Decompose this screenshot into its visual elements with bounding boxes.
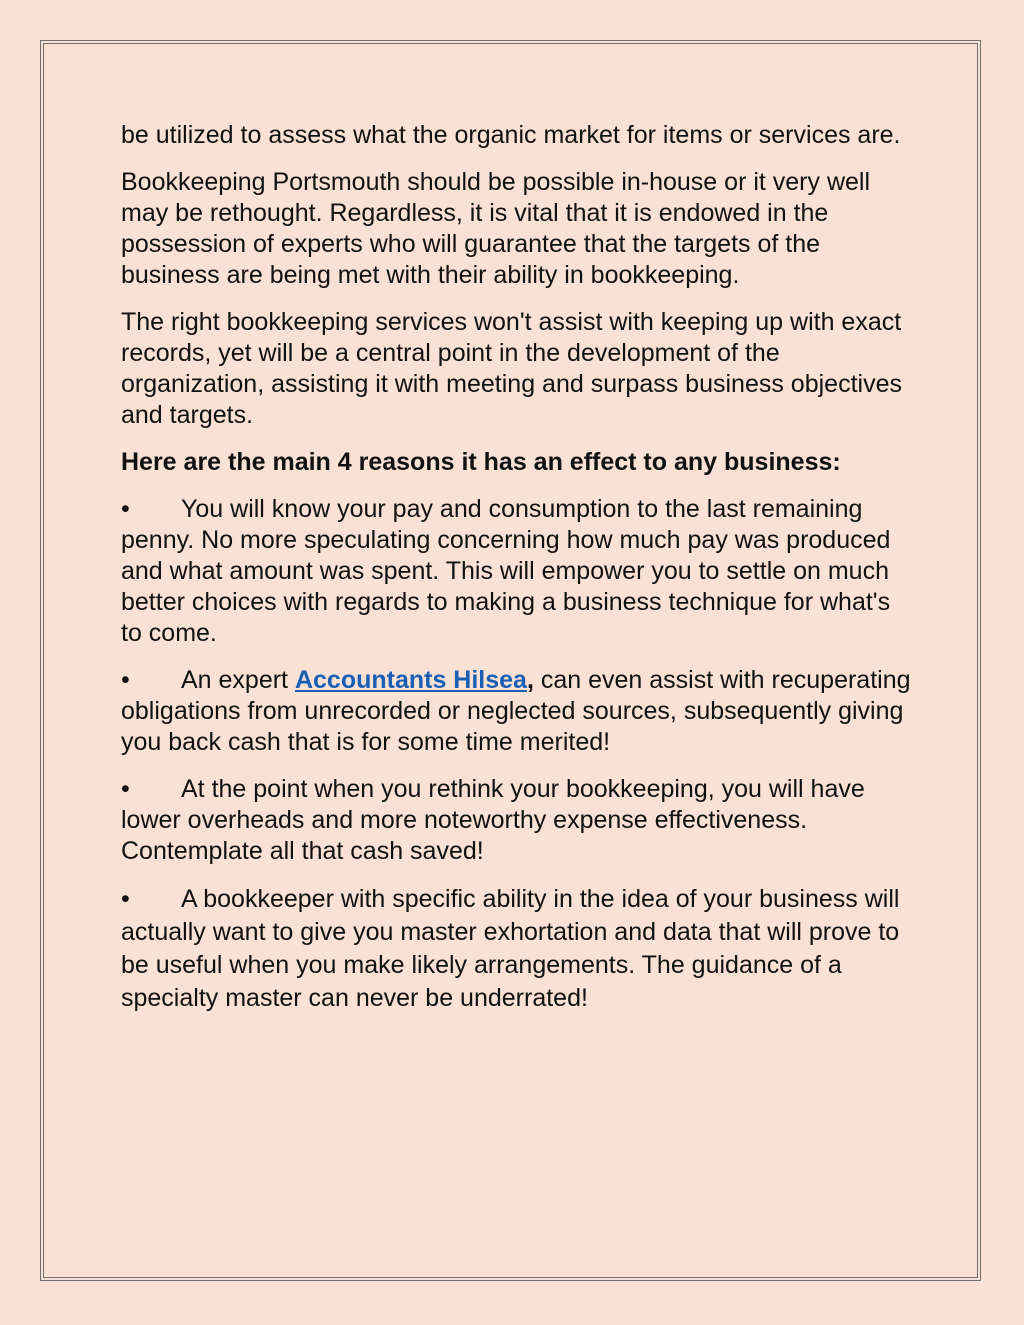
accountants-hilsea-link[interactable]: Accountants Hilsea: [294, 666, 527, 694]
paragraph-bookkeeping-portsmouth: Bookkeeping Portsmouth should be possible in-house or it very well may be rethought. Regardless, it is vital that it is endowed in the possession of experts who will guarantee that the targets of the business are being met with their ability in bookkeeping.: [121, 168, 871, 289]
bullet-item-pay: [121, 494, 911, 649]
bullet-text-overheads: At the point when you rethink your bookkeeping, you will have lower overheads and more noteworthy expense effectiveness. Contemplate all that cash saved!: [121, 775, 865, 865]
bullet-symbol: •: [121, 666, 130, 694]
bullet-comma: ,: [526, 666, 534, 694]
bullet-item-specialist: [121, 883, 911, 1015]
bullet-symbol: •: [121, 885, 130, 913]
bullet-text-specialist: A bookkeeper with specific ability in the idea of your business will actually want to give you master exhortation and data that will prove to be useful when you make likely arrangements. The guidance of a specialty master can never be underrated!: [121, 885, 900, 1012]
bullet-text-accountants-suffix: can even assist with recuperating obligations from unrecorded or neglected sources, subsequently giving you back cash that is for some time merited!: [121, 666, 911, 756]
paragraph-right-services: The right bookkeeping services won't assist with keeping up with exact records, yet will be a central point in the development of the organization, assisting it with meeting and surpass business objectives and targets.: [121, 308, 902, 429]
bullet-text-pay: You will know your pay and consumption to the last remaining penny. No more speculating concerning how much pay was produced and what amount was spent. This will empower you to settle on much better choices with regards to making a business technique for what's to come.: [121, 495, 891, 647]
bullet-symbol: •: [121, 775, 130, 803]
document-body: [121, 120, 911, 1031]
bullet-item-overheads: [121, 774, 911, 867]
bullet-item-accountants: [121, 665, 911, 758]
bullet-symbol: •: [121, 495, 130, 523]
paragraph-market-assessment: be utilized to assess what the organic market for items or services are.: [121, 121, 901, 149]
section-heading: Here are the main 4 reasons it has an effect to any business:: [121, 448, 841, 476]
bullet-text-accountants-prefix: An expert: [181, 666, 295, 694]
